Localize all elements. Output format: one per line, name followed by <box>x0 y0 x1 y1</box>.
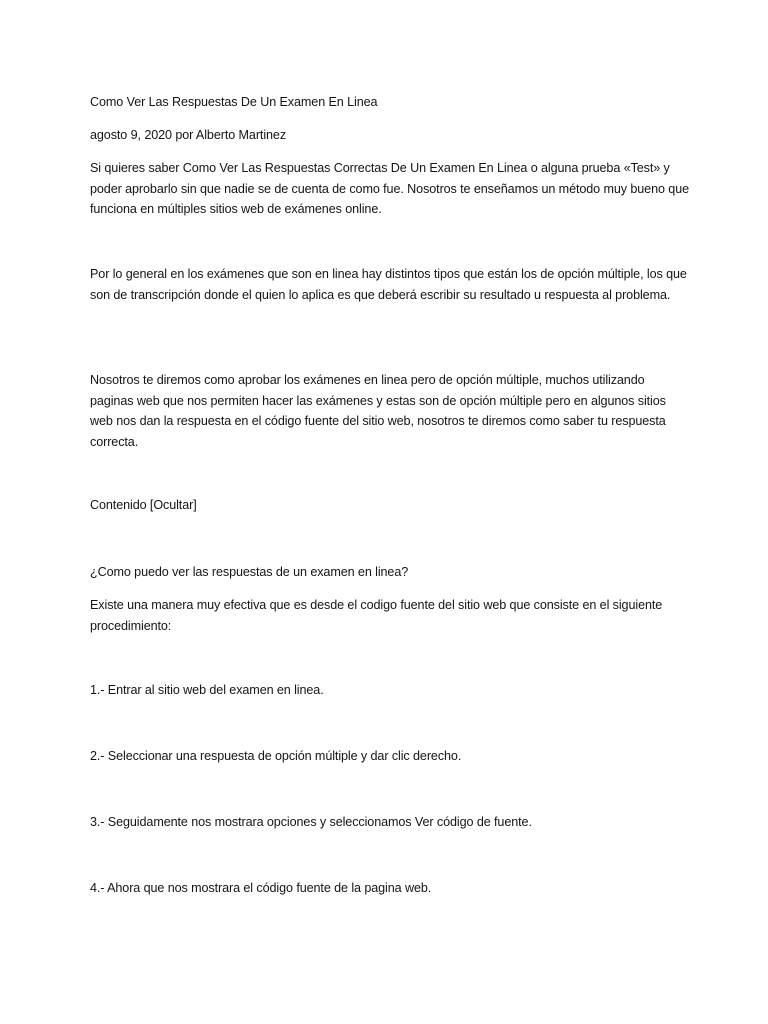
step-item: 2.- Seleccionar una respuesta de opción múltiple y dar clic derecho. <box>90 749 462 763</box>
byline: agosto 9, 2020 por Alberto Martinez <box>90 128 287 142</box>
question-heading: ¿Como puedo ver las respuestas de un examen en linea? <box>90 565 409 579</box>
step-item: 1.- Entrar al sitio web del examen en linea. <box>90 683 324 697</box>
approach-paragraph: Nosotros te diremos como aprobar los exámenes en linea pero de opción múltiple, muchos utilizando paginas web que nos permiten hacer las exámenes y estas son de opción múltiple pero en algunos sitios web nos dan la respuesta en el código fuente del sitio web, nosotros te diremos como saber tu respuesta correcta. <box>90 373 666 449</box>
types-paragraph: Por lo general en los exámenes que son en linea hay distintos tipos que están los de opción múltiple, los que son de transcripción donde el quien lo aplica es que deberá escribir su resultado u respuesta al problema. <box>90 267 687 302</box>
step-item: 4.- Ahora que nos mostrara el código fuente de la pagina web. <box>90 881 432 895</box>
step-item: 3.- Seguidamente nos mostrara opciones y seleccionamos Ver código de fuente. <box>90 815 532 829</box>
document-title: Como Ver Las Respuestas De Un Examen En Linea <box>90 95 378 109</box>
method-intro-paragraph: Existe una manera muy efectiva que es desde el codigo fuente del sitio web que consiste en el siguiente procedimiento: <box>90 598 663 633</box>
table-of-contents-label: Contenido [Ocultar] <box>90 498 197 512</box>
intro-paragraph: Si quieres saber Como Ver Las Respuestas Correctas De Un Examen En Linea o alguna prueba «Test» y poder aprobarlo sin que nadie se de cuenta de como fue. Nosotros te enseñamos un método muy bueno que funciona en múltiples sitios web de exámenes online. <box>90 161 690 216</box>
